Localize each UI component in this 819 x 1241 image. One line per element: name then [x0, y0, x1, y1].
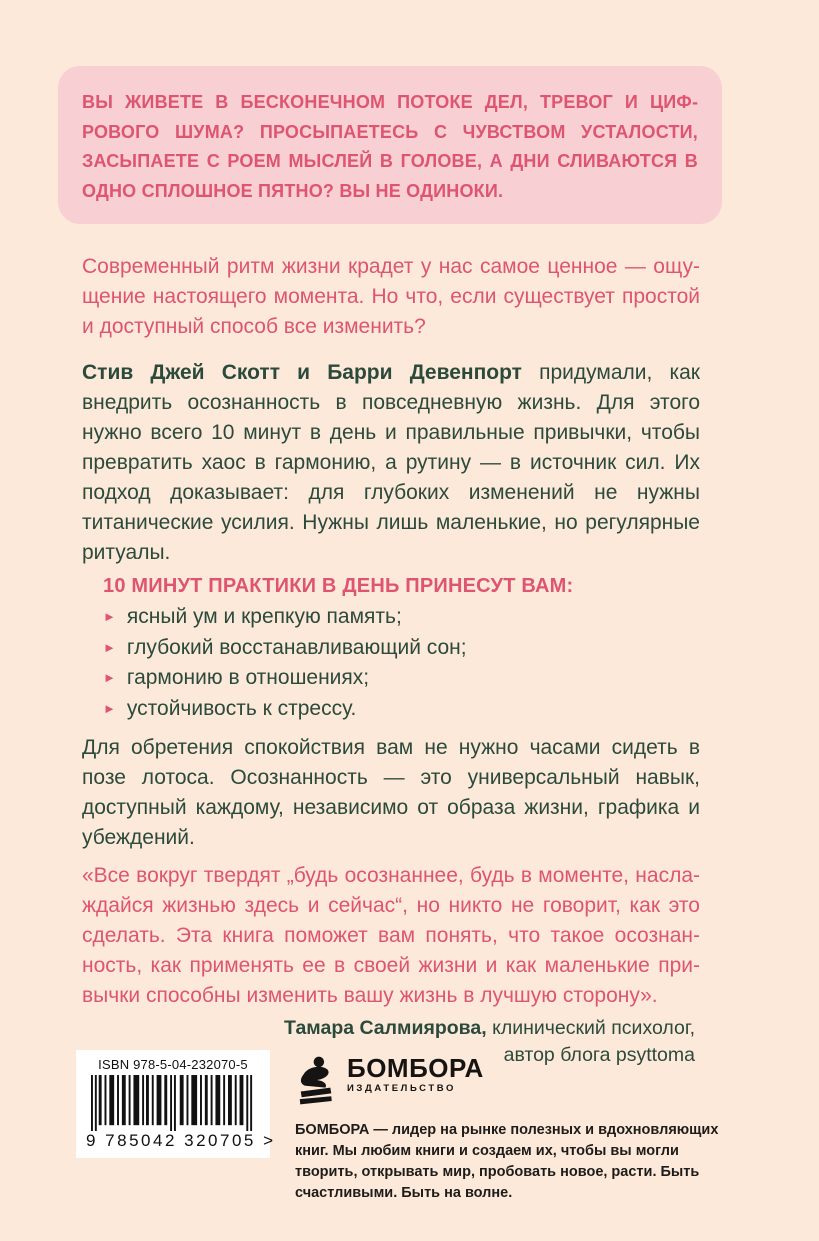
- publisher-name: БОМБОРА: [347, 1053, 484, 1083]
- benefits-heading: 10 МИНУТ ПРАКТИКИ В ДЕНЬ ПРИНЕСУТ ВАМ:: [103, 575, 574, 597]
- publisher-logo-text: [347, 1055, 484, 1094]
- barcode-digits: 9 785042 320705 >: [86, 1131, 276, 1150]
- triangle-bullet-icon: ►: [103, 700, 116, 716]
- ean-barcode-icon: [91, 1075, 255, 1131]
- benefit-item: [103, 634, 700, 665]
- benefits-list: [103, 603, 700, 725]
- review-author-title: клинический психолог,: [486, 1017, 695, 1039]
- authors-names: Стив Джей Скотт и Барри Девенпорт: [82, 361, 522, 384]
- triangle-bullet-icon: ►: [103, 670, 116, 685]
- benefits-section: [103, 573, 700, 725]
- publisher-description: БОМБОРА — лидер на рынке полезных и вдохновляющих книг. Мы любим книги и создаем их, чтобы вы могли творить, открывать мир, пробовать новое, расти. Быть счастливыми. Быть на волне.: [295, 1122, 719, 1201]
- publisher-block: [295, 1050, 727, 1204]
- benefit-item-label: ясный ум и крепкую память;: [126, 605, 402, 628]
- review-author-line2: автор блога psyttoma: [503, 1044, 695, 1066]
- review-quote: «Все вокруг твердят „будь осознаннее, будь в моменте, наслаждайся жизнью здесь и сейчас“, но никто не говорит, как это сделать. Эта книга поможет вам понять, что такое осознанность, как применять ее в своей жизни и как маленькие привычки способны изменить вашу жизнь в лучшую сторону».: [82, 864, 700, 1007]
- benefit-item-label: глубокий восстанавливающий сон;: [126, 635, 467, 659]
- intro-text: ВЫ ЖИВЕТЕ В БЕСКОНЕЧНОМ ПОТОКЕ ДЕЛ, ТРЕВОГ И ЦИФРОВОГО ШУМА? ПРОСЫПАЕТЕСЬ С ЧУВСТВОМ УСТАЛОСТИ, ЗАСЫПАЕТЕ С РОЕМ МЫСЛЕЙ В ГОЛОВЕ, А ДНИ СЛИВАЮТСЯ В ОДНО СПЛОШНОЕ ПЯТНО? ВЫ НЕ ОДИНОКИ.: [82, 92, 698, 201]
- authors-paragraph-rest: придумали, как внедрить осознанность в повседневную жизнь. Для этого нужно всего 10 минут в день и правильные привычки, чтобы превратить хаос в гармонию, а рутину — в источник сил. Их подход доказывает: для глубоких изменений не нужны титанические усилия. Нужны лишь маленькие, но регулярные ритуалы.: [82, 361, 700, 564]
- main-text-column: [82, 252, 700, 1069]
- benefit-item: [103, 664, 700, 695]
- authors-paragraph: [82, 358, 700, 568]
- triangle-bullet-icon: ►: [103, 609, 116, 624]
- benefit-item: [103, 695, 700, 726]
- lead-paragraph: Современный ритм жизни крадет у нас самое ценное — ощущение настоящего момента. Но что, если существует простой и доступный способ все изменить?: [82, 255, 700, 338]
- isbn-label: ISBN 978-5-04-232070-5: [98, 1057, 248, 1072]
- intro-highlight-box: [58, 66, 722, 224]
- publisher-logo: [295, 1055, 727, 1107]
- benefit-item: [103, 603, 700, 634]
- publisher-subtitle: ИЗДАТЕЛЬСТВО: [347, 1083, 456, 1094]
- benefit-item-label: устойчивость к стрессу.: [126, 696, 357, 720]
- triangle-bullet-icon: ►: [103, 639, 116, 655]
- review-author-line1: [82, 1015, 695, 1042]
- review-author-name: Тамара Салмиярова,: [284, 1017, 487, 1039]
- benefit-item-label: гармонию в отношениях;: [126, 666, 370, 689]
- footer: [76, 1050, 727, 1204]
- barcode-panel: [76, 1050, 276, 1158]
- calm-paragraph: Для обретения спокойствия вам не нужно часами сидеть в позе лотоса. Осознанность — это универсальный навык, доступный каждому, независимо от образа жизни, графика и убеждений.: [82, 736, 700, 849]
- bombora-logo-icon: [295, 1055, 337, 1107]
